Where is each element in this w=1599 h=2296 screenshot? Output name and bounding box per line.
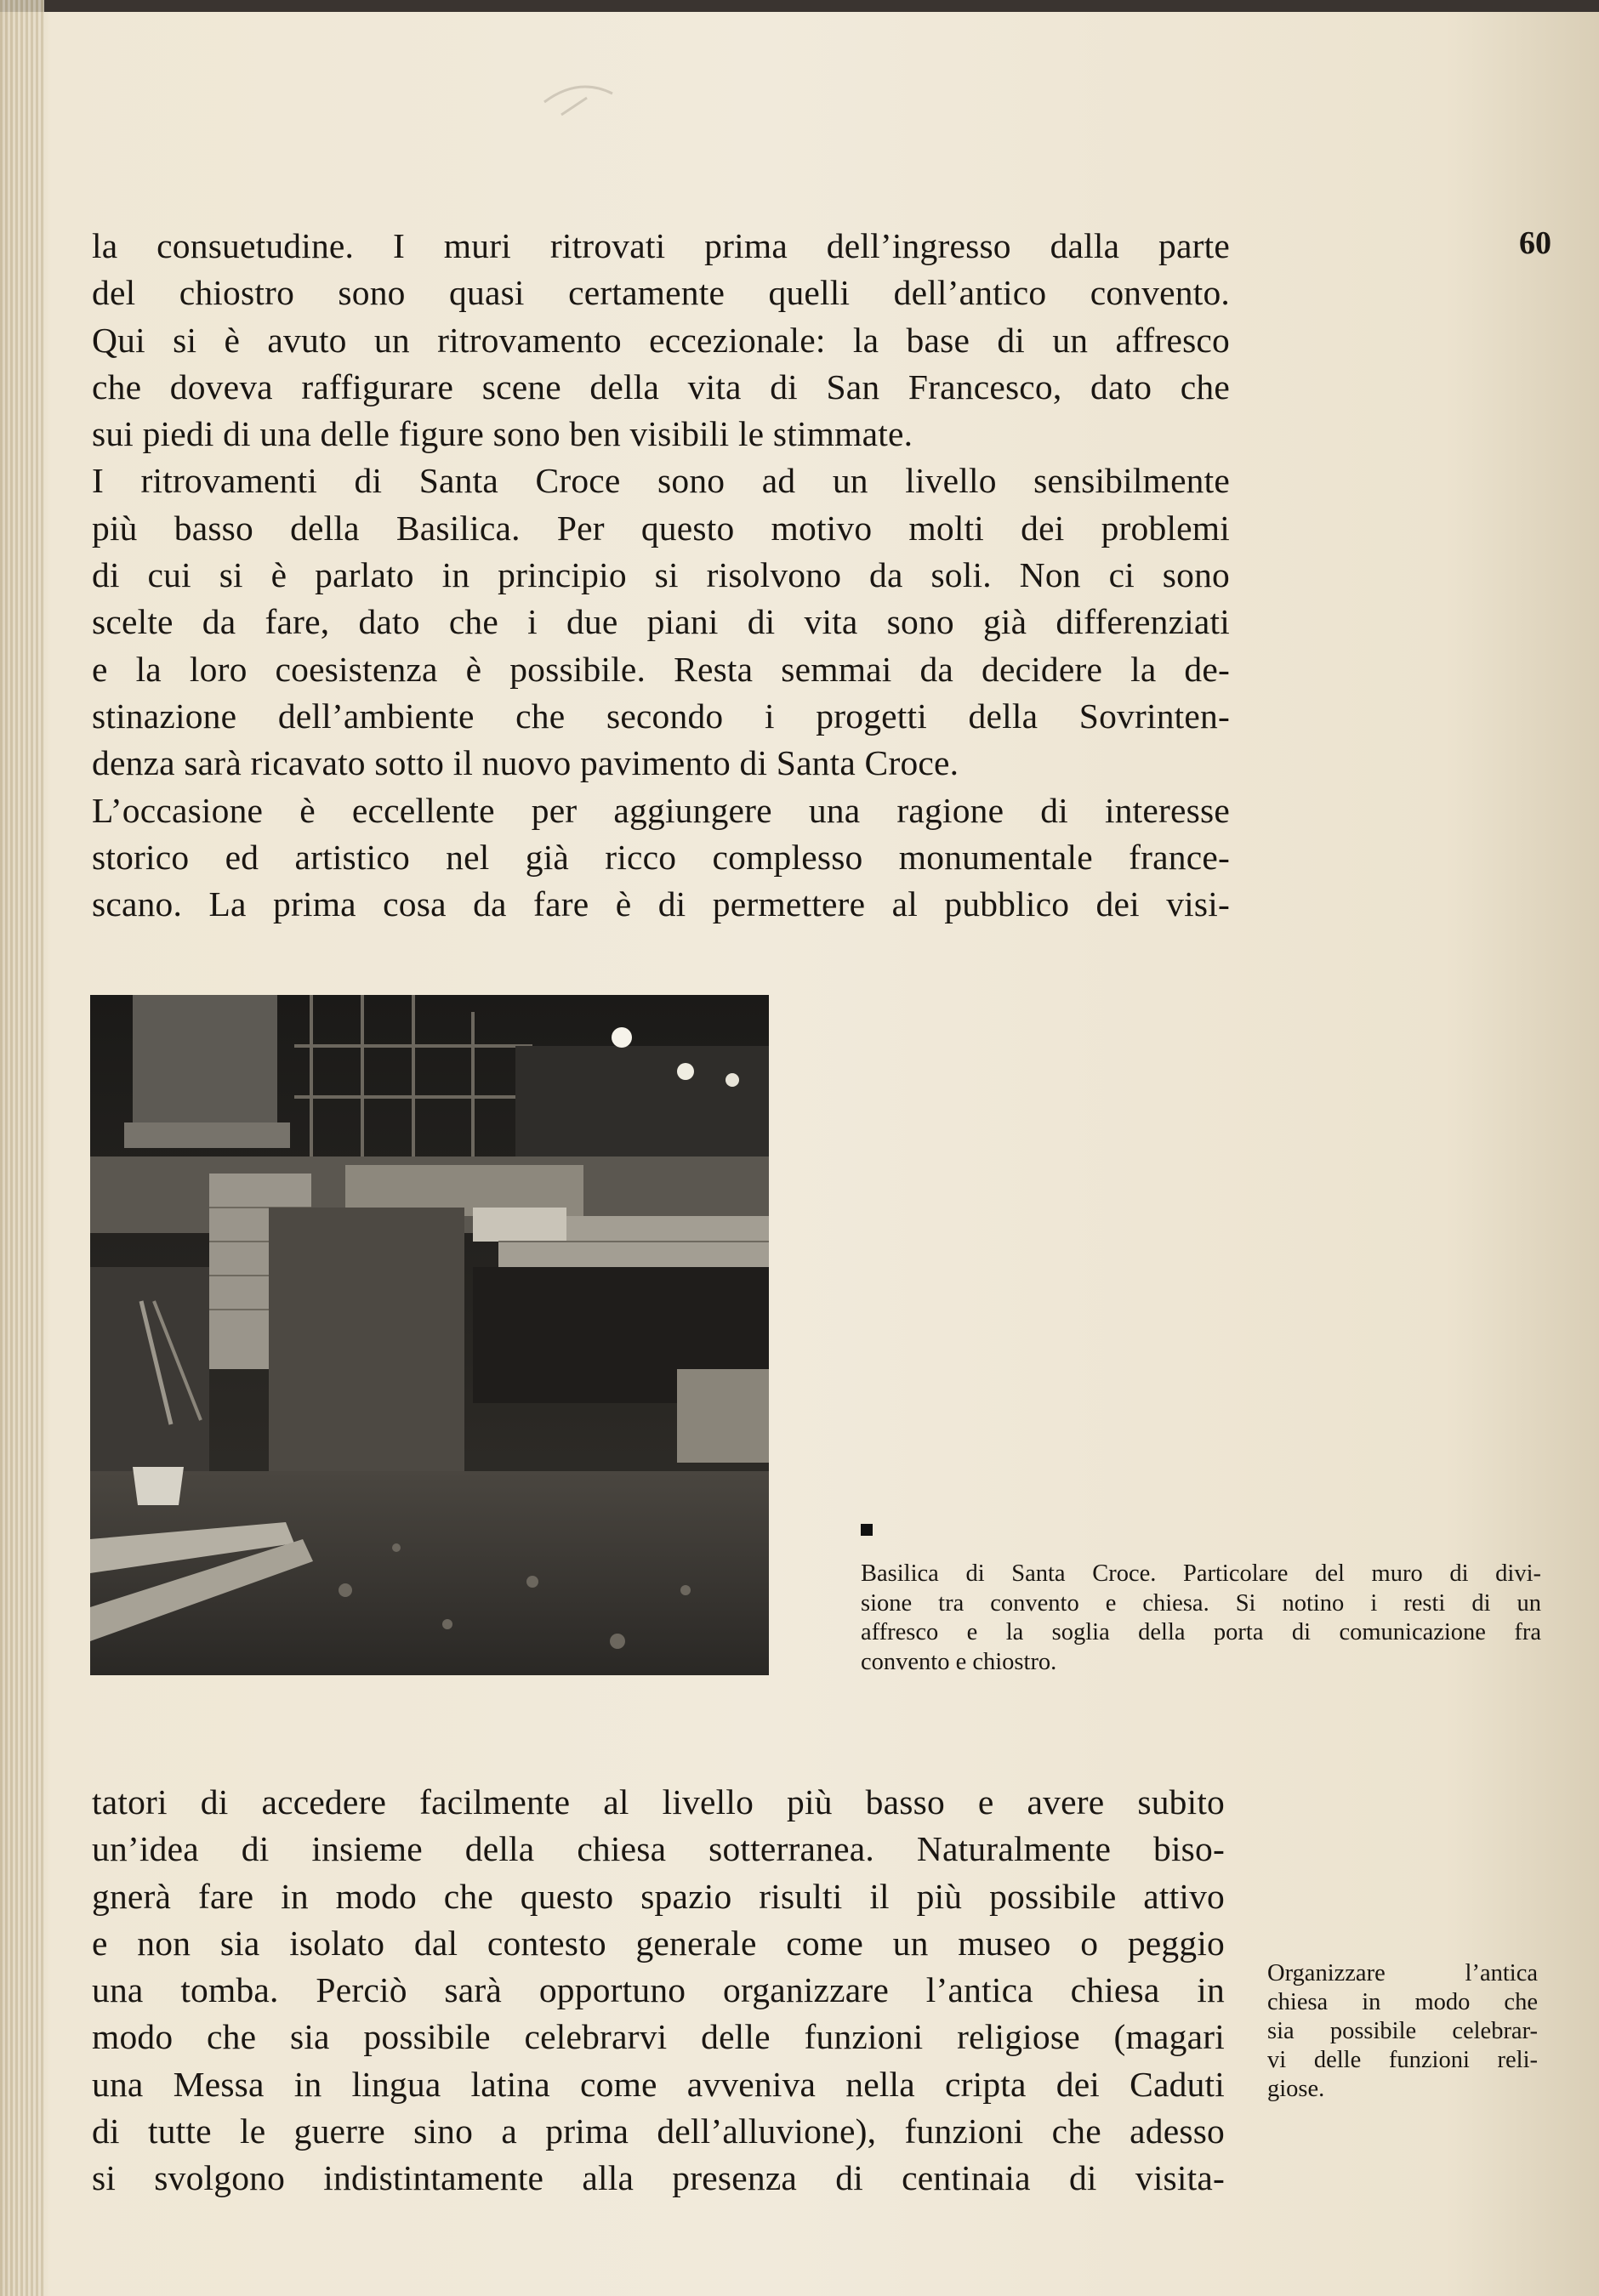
- text-line: di cui si è parlato in principio si risolvono da soli. Non ci sono: [92, 555, 1230, 595]
- text-line: Qui si è avuto un ritrovamento eccezionale: la base di un affresco: [92, 320, 1230, 360]
- text-line: più basso della Basilica. Per questo motivo molti dei problemi: [92, 508, 1230, 548]
- text-line: di tutte le guerre sino a prima dell’alluvione), funzioni che adesso: [92, 2111, 1225, 2151]
- text-line: tatori di accedere facilmente al livello più basso e avere subito: [92, 1782, 1225, 1821]
- margin-note-line: chiesa in modo che: [1267, 1989, 1538, 2015]
- caption-line: convento e chiostro.: [861, 1648, 1057, 1675]
- text-line: la consuetudine. I muri ritrovati prima dell’ingresso dalla parte: [92, 226, 1230, 265]
- text-line: sui piedi di una delle figure sono ben visibili le stimmate.: [92, 414, 913, 454]
- margin-note-line: giose.: [1267, 2076, 1325, 2102]
- excavation-photo: [90, 995, 769, 1675]
- caption-marker-icon: [861, 1524, 873, 1536]
- text-line: L’occasione è eccellente per aggiungere una ragione di interesse: [92, 790, 1230, 830]
- margin-note-line: vi delle funzioni reli-: [1267, 2047, 1538, 2073]
- text-line: del chiostro sono quasi certamente quelli dell’antico convento.: [92, 273, 1230, 313]
- caption-line: affresco e la soglia della porta di comunicazione fra: [861, 1619, 1541, 1645]
- text-line: I ritrovamenti di Santa Croce sono ad un livello sensibilmente: [92, 461, 1230, 501]
- text-line: un’idea di insieme della chiesa sotterranea. Naturalmente biso-: [92, 1829, 1225, 1869]
- body-text-bottom: [92, 1779, 1225, 2202]
- text-line: si svolgono indistintamente alla presenza di centinaia di visita-: [92, 2158, 1225, 2198]
- text-line: e non sia isolato dal contesto generale come un museo o peggio: [92, 1923, 1225, 1963]
- page-edges: [0, 0, 44, 2296]
- top-edge-shadow: [0, 0, 1599, 12]
- text-line: una tomba. Perciò sarà opportuno organizzare l’antica chiesa in: [92, 1970, 1225, 2010]
- excavation-photo-graphic: [90, 995, 769, 1675]
- text-line: una Messa in lingua latina come avveniva nella cripta dei Caduti: [92, 2064, 1225, 2104]
- margin-note-line: Organizzare l’antica: [1267, 1960, 1538, 1986]
- text-line: scelte da fare, dato che i due piani di vita sono già differenziati: [92, 602, 1230, 642]
- page-number: 60: [1519, 225, 1551, 261]
- text-line: modo che sia possibile celebrarvi delle funzioni religiose (magari: [92, 2017, 1225, 2057]
- body-text-top: [92, 223, 1230, 928]
- text-line: storico ed artistico nel già ricco complesso monumentale france-: [92, 837, 1230, 877]
- stain-mark-icon: [527, 68, 629, 136]
- text-line: denza sarà ricavato sotto il nuovo pavimento di Santa Croce.: [92, 743, 959, 783]
- figure-caption: [861, 1560, 1541, 1677]
- text-line: scano. La prima cosa da fare è di permettere al pubblico dei visi-: [92, 884, 1230, 924]
- margin-note: [1267, 1959, 1538, 2104]
- caption-line: sione tra convento e chiesa. Si notino i resti di un: [861, 1589, 1541, 1617]
- text-line: che doveva raffigurare scene della vita di San Francesco, dato che: [92, 367, 1230, 406]
- text-line: e la loro coesistenza è possibile. Resta semmai da decidere la de-: [92, 649, 1230, 689]
- caption-line: Basilica di Santa Croce. Particolare del muro di divi-: [861, 1560, 1541, 1587]
- text-line: stinazione dell’ambiente che secondo i progetti della Sovrinten-: [92, 696, 1230, 736]
- text-line: gnerà fare in modo che questo spazio risulti il più possibile attivo: [92, 1876, 1225, 1916]
- margin-note-line: sia possibile celebrar-: [1267, 2018, 1538, 2044]
